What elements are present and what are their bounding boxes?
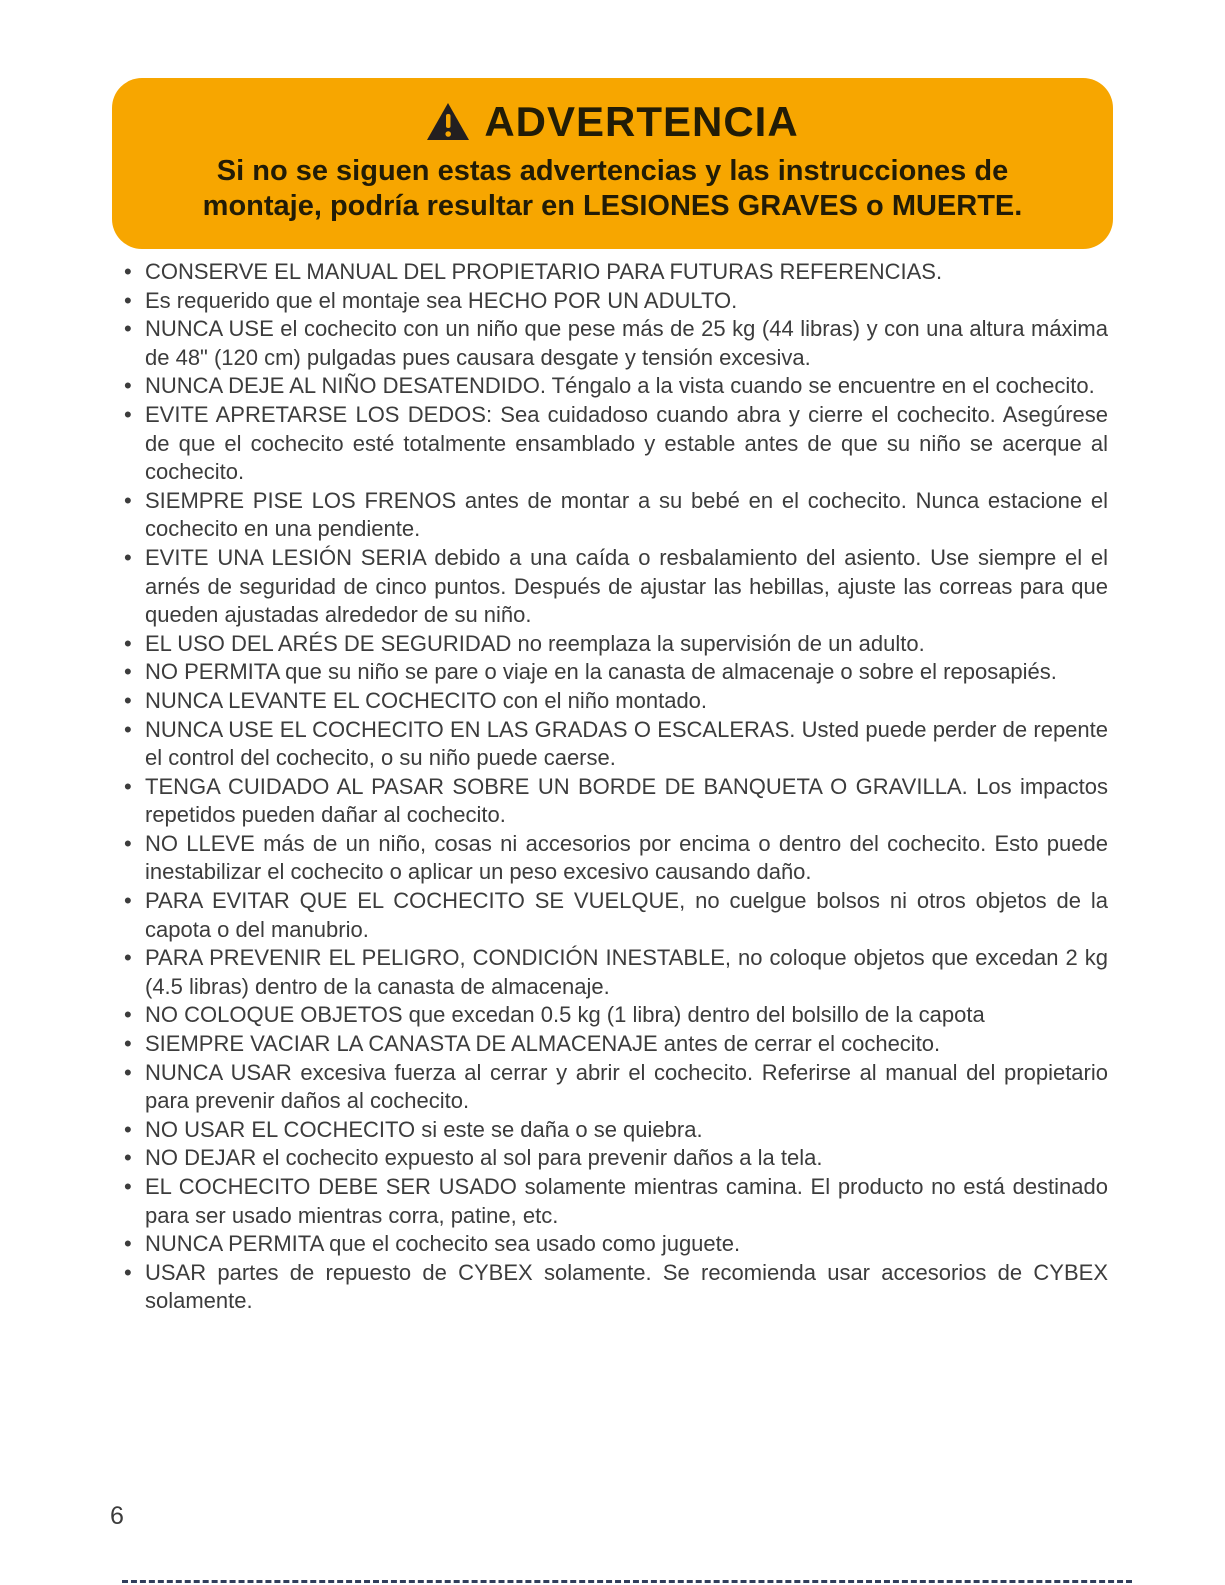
warning-list-item: • NUNCA PERMITA que el cochecito sea usado como juguete. [120,1230,1108,1259]
warning-list-item: • PARA EVITAR QUE EL COCHECITO SE VUELQUE, no cuelgue bolsos ni otros objetos de la capota o del manubrio. [120,887,1108,944]
warning-list [120,258,1108,1316]
warning-list-item: • NUNCA USE EL COCHECITO EN LAS GRADAS O ESCALERAS. Usted puede perder de repente el control del cochecito, o su niño puede caerse. [120,716,1108,773]
warning-list-item: • USAR partes de repuesto de CYBEX solamente. Se recomienda usar accesorios de CYBEX solamente. [120,1259,1108,1316]
warning-title [146,98,1079,146]
warning-list-item: • EL COCHECITO DEBE SER USADO solamente mientras camina. El producto no está destinado para ser usado mientras corra, patine, etc. [120,1173,1108,1230]
warning-list-item: • NO USAR EL COCHECITO si este se daña o se quiebra. [120,1116,1108,1145]
warning-list-item: • SIEMPRE VACIAR LA CANASTA DE ALMACENAJE antes de cerrar el cochecito. [120,1030,1108,1059]
warning-list-item: • NO LLEVE más de un niño, cosas ni accesorios por encima o dentro del cochecito. Esto puede inestabilizar el cochecito o aplicar un peso excesivo causando daño. [120,830,1108,887]
page-bottom-edge-line [122,1580,1132,1583]
warning-box [112,78,1113,249]
warning-subtitle [146,154,1079,225]
warning-subtitle-line2: montaje, podría resultar en LESIONES GRAVES o MUERTE. [202,190,1023,223]
warning-list-item: • NUNCA LEVANTE EL COCHECITO con el niño montado. [120,687,1108,716]
warning-list-item: • NO COLOQUE OBJETOS que excedan 0.5 kg (1 libra) dentro del bolsillo de la capota [120,1001,1108,1030]
warning-list-item: • SIEMPRE PISE LOS FRENOS antes de montar a su bebé en el cochecito. Nunca estacione el cochecito en una pendiente. [120,487,1108,544]
warning-list-item: • NUNCA DEJE AL NIÑO DESATENDIDO. Téngalo a la vista cuando se encuentre en el cochecito. [120,372,1108,401]
warning-subtitle-line1: Si no se siguen estas advertencias y las instrucciones de [216,155,1009,187]
warning-list-item: • NO PERMITA que su niño se pare o viaje en la canasta de almacenaje o sobre el reposapiés. [120,658,1108,687]
warning-list-item: • NUNCA USAR excesiva fuerza al cerrar y abrir el cochecito. Referirse al manual del propietario para prevenir daños al cochecito. [120,1059,1108,1116]
warning-list-item: • PARA PREVENIR EL PELIGRO, CONDICIÓN INESTABLE, no coloque objetos que excedan 2 kg (4.5 libras) dentro de la canasta de almacenaje. [120,944,1108,1001]
warning-list-item: • Es requerido que el montaje sea HECHO POR UN ADULTO. [120,287,1108,316]
warning-list-item: • NO DEJAR el cochecito expuesto al sol para prevenir daños a la tela. [120,1144,1108,1173]
warning-list-item: • EVITE APRETARSE LOS DEDOS: Sea cuidadoso cuando abra y cierre el cochecito. Asegúrese de que el cochecito esté totalmente ensamblado y estable antes de que su niño se acerque al cochecito. [120,401,1108,487]
warning-triangle-icon [426,102,470,142]
warning-list-item: • TENGA CUIDADO AL PASAR SOBRE UN BORDE DE BANQUETA O GRAVILLA. Los impactos repetidos pueden dañar al cochecito. [120,773,1108,830]
warning-list-item: • EL USO DEL ARÉS DE SEGURIDAD no reemplaza la supervisión de un adulto. [120,630,1108,659]
warning-title-text: ADVERTENCIA [484,98,799,145]
warning-list-item: • EVITE UNA LESIÓN SERIA debido a una caída o resbalamiento del asiento. Use siempre el el arnés de seguridad de cinco puntos. Después de ajustar las hebillas, ajuste las correas para que queden ajustadas alrededor de su niño. [120,544,1108,630]
warning-list-item: • NUNCA USE el cochecito con un niño que pese más de 25 kg (44 libras) y con una altura máxima de 48" (120 cm) pulgadas pues causara desgate y tensión excesiva. [120,315,1108,372]
warning-list-item: • CONSERVE EL MANUAL DEL PROPIETARIO PARA FUTURAS REFERENCIAS. [120,258,1108,287]
page-number: 6 [110,1502,124,1530]
